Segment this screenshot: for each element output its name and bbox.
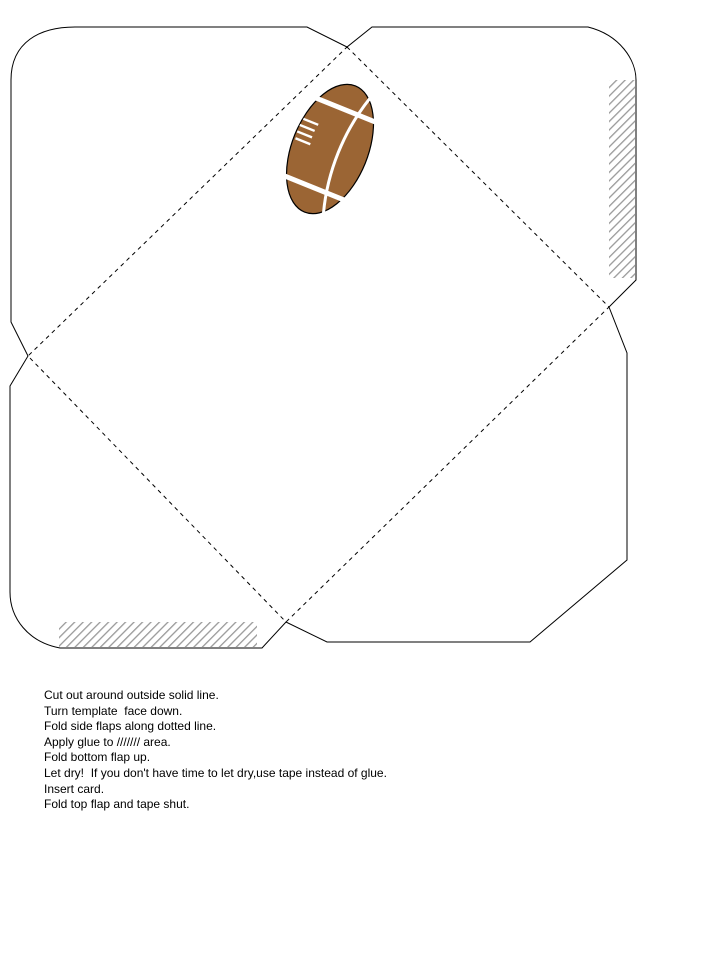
instructions-list <box>44 688 387 813</box>
instruction-step: Fold bottom flap up. <box>44 750 151 765</box>
instruction-step: Apply glue to /////// area. <box>44 734 171 749</box>
instruction-step: Cut out around outside solid line. <box>44 688 219 702</box>
glue-area-bottom <box>59 622 257 647</box>
instruction-step: Let dry! If you don't have time to let dry,use tape instead of glue. <box>44 765 387 780</box>
glue-area-right <box>609 80 635 278</box>
instruction-step: Insert card. <box>44 781 105 796</box>
instruction-step: Fold top flap and tape shut. <box>44 797 190 812</box>
instruction-step: Fold side flaps along dotted line. <box>44 719 217 734</box>
instruction-step: Turn template face down. <box>44 703 183 718</box>
